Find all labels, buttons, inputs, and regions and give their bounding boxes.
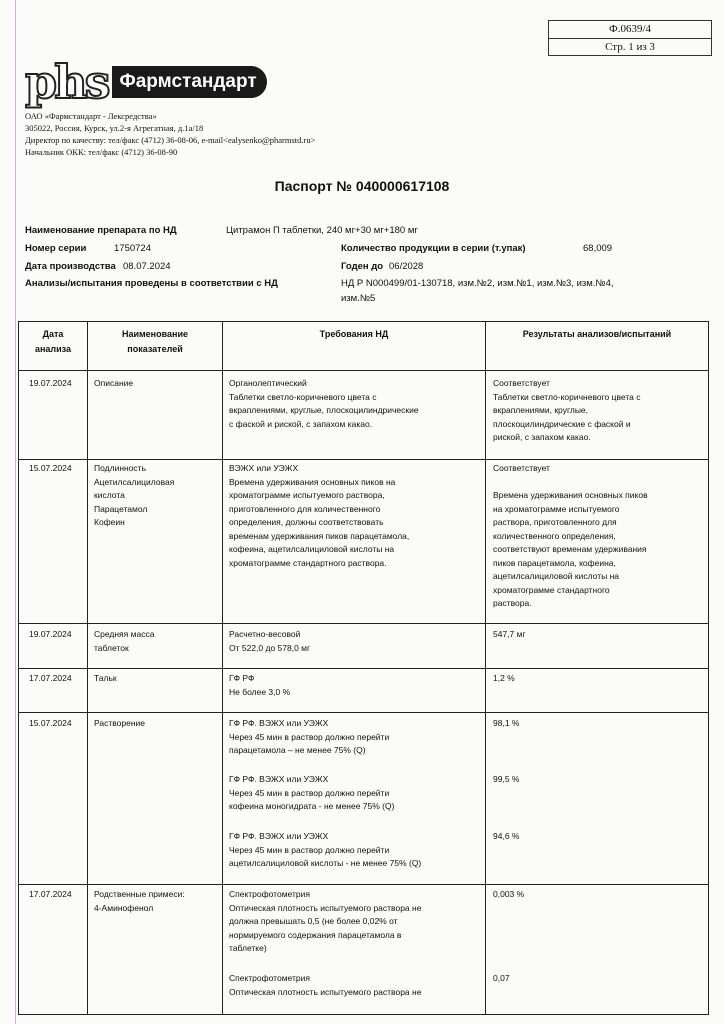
logo-name: Фармстандарт	[112, 66, 267, 98]
indicator-line: Подлинность	[94, 463, 147, 473]
row-requirements	[229, 377, 419, 431]
indicator-line: Описание	[94, 378, 134, 388]
res-line: плоскоцилиндрические с фаской и	[493, 418, 631, 429]
indicator-line: Кофеин	[94, 517, 125, 527]
res-line: риской, с запахом какао.	[493, 432, 591, 442]
res-line: Соответствует	[493, 463, 550, 473]
row-result: 1,2 %	[493, 673, 515, 683]
req-line: От 522,0 до 578,0 мг	[229, 642, 311, 653]
analysis-label: Анализы/испытания проведены в соответствии с НД	[25, 278, 278, 289]
row-indicator: Тальк	[94, 673, 117, 683]
row-result	[493, 377, 640, 445]
row-divider	[19, 623, 708, 624]
req-line: временам удерживания пиков парацетамола,	[229, 530, 410, 541]
margin-line	[15, 0, 16, 1024]
row-result: 547,7 мг	[493, 629, 526, 639]
company-okk: Начальник ОКК: тел/факс (4712) 36-08-90	[25, 147, 178, 157]
expiry-value: 06/2028	[389, 261, 424, 272]
row-result: 98,1 %	[493, 718, 520, 728]
company-director: Директор по качеству: тел/факс (4712) 36-08-06, e-mail<ealysenko@pharmstd.ru>	[25, 135, 316, 145]
res-line: соответствуют временам удерживания	[493, 544, 647, 554]
req-line: Времена удерживания основных пиков на	[229, 476, 396, 487]
req-line: парацетамола – не менее 75% (Q)	[229, 745, 366, 755]
res-line: раствора, приготовленного для	[493, 517, 617, 527]
logo-mark: phs	[25, 55, 108, 109]
req-line: Спектрофотометрия	[229, 889, 310, 899]
row-indicator	[94, 888, 185, 915]
req-line: Через 45 мин в раствор должно перейти	[229, 844, 390, 855]
header-date-line2: анализа	[34, 344, 72, 354]
expiry-label: Годен до	[341, 261, 384, 272]
req-line: вкраплениями, круглые, плоскоцилиндрические	[229, 405, 419, 415]
page-number: Стр. 1 из 3	[605, 41, 655, 53]
company-address: 305022, Россия, Курск, ул.2-я Агрегатная, д.1а/18	[25, 123, 204, 133]
row-requirements	[229, 672, 290, 699]
indicator-line: 4-Аминофенол	[94, 902, 154, 913]
req-line: Расчетно-весовой	[229, 629, 301, 639]
row-date: 19.07.2024	[29, 378, 72, 388]
req-line: хроматограмме стандартного раствора.	[229, 557, 387, 568]
req-line: Оптическая плотность испытуемого раствора не	[229, 986, 422, 997]
req-line: Через 45 мин в раствор должно перейти	[229, 731, 390, 742]
indicator-line: Родственные примеси:	[94, 889, 185, 899]
row-divider	[19, 459, 708, 460]
results-table	[18, 321, 709, 1015]
row-requirements	[229, 888, 421, 956]
req-line: Оптическая плотность испытуемого раствора не	[229, 902, 422, 913]
req-line: нормируемого содержания парацетамола в	[229, 929, 402, 940]
res-line: вкраплениями, круглые,	[493, 405, 589, 415]
qty-label: Количество продукции в серии (т.упак)	[341, 243, 526, 254]
row-indicator	[94, 628, 154, 655]
req-line: ВЭЖХ или УЭЖХ	[229, 463, 299, 473]
req-line: кофеина, ацетилсалициловой кислоты на	[229, 544, 395, 554]
qty-value: 68,009	[583, 243, 613, 254]
company-info	[25, 110, 315, 158]
row-date: 15.07.2024	[29, 718, 72, 728]
company-logo	[25, 55, 267, 109]
req-line: кофеина моногидрата - не менее 75% (Q)	[229, 801, 395, 811]
row-result: 0,003 %	[493, 889, 525, 899]
indicator-line: Ацетилсалициловая	[94, 476, 175, 487]
drug-value: Цитрамон П таблетки, 240 мг+30 мг+180 мг	[226, 225, 418, 236]
row-result: 99,5 %	[493, 774, 520, 784]
indicator-line: кислота	[94, 490, 125, 500]
header-indicator-line2: показателей	[127, 344, 183, 354]
res-line: раствора.	[493, 598, 532, 608]
company-name: ОАО «Фармстандарт - Лексредства»	[25, 111, 157, 121]
res-line: количественного определения,	[493, 530, 616, 541]
drug-label: Наименование препарата по НД	[25, 225, 177, 236]
res-line: пиков парацетамола, кофеина,	[493, 557, 616, 568]
analysis-value-line1: НД Р N000499/01-130718, изм.№2, изм.№1, изм.№3, изм.№4,	[341, 278, 614, 289]
row-requirements	[229, 717, 389, 758]
page-title: Паспорт № 040000617108	[274, 178, 450, 194]
series-label: Номер серии	[25, 243, 87, 254]
req-line: приготовленного для количественного	[229, 503, 381, 514]
indicator-line: Парацетамол	[94, 503, 148, 514]
row-requirements	[229, 830, 421, 871]
form-code: Ф.0639/4	[549, 21, 711, 39]
req-line: ГФ РФ	[229, 673, 255, 683]
row-indicator: Растворение	[94, 718, 146, 728]
req-line: Через 45 мин в раствор должно перейти	[229, 787, 390, 798]
res-line: Соответствует	[493, 378, 550, 388]
row-result: 94,6 %	[493, 831, 520, 841]
header-date-line1: Дата	[42, 329, 64, 339]
row-requirements	[229, 628, 310, 655]
req-line: ацетилсалициловой кислоты - не менее 75% (Q)	[229, 858, 422, 868]
row-divider	[19, 668, 708, 669]
header-requirements: Требования НД	[319, 329, 389, 339]
row-requirements	[229, 773, 394, 814]
res-line: Таблетки светло-коричневого цвета с	[493, 391, 641, 402]
row-requirements	[229, 972, 421, 999]
req-line: ГФ РФ. ВЭЖХ или УЭЖХ	[229, 831, 329, 841]
req-line: Таблетки светло-коричневого цвета с	[229, 391, 377, 402]
row-requirements	[229, 462, 409, 570]
row-divider	[19, 370, 708, 371]
row-divider	[19, 884, 708, 885]
row-indicator	[94, 377, 133, 391]
row-result: 0,07	[493, 973, 510, 983]
row-date: 17.07.2024	[29, 673, 72, 683]
row-divider	[19, 712, 708, 713]
indicator-line: Средняя масса	[94, 629, 155, 639]
req-line: Не более 3,0 %	[229, 686, 291, 697]
header-indicator-line1: Наименование	[121, 329, 189, 339]
indicator-line: таблеток	[94, 642, 129, 653]
series-value: 1750724	[114, 243, 151, 254]
req-line: Спектрофотометрия	[229, 973, 310, 983]
row-date: 15.07.2024	[29, 463, 72, 473]
row-date: 17.07.2024	[29, 889, 72, 899]
res-line: Времена удерживания основных пиков	[493, 490, 648, 500]
header-date	[19, 327, 87, 357]
req-line: определения, должны соответствовать	[229, 517, 384, 527]
req-line: Органолептический	[229, 378, 307, 388]
row-result	[493, 462, 648, 611]
prod-date-value: 08.07.2024	[123, 261, 171, 272]
req-line: с фаской и риской, с запахом какао.	[229, 418, 373, 429]
req-line: должна превышать 0,5 (не более 0,02% от	[229, 916, 398, 926]
row-indicator	[94, 462, 174, 530]
req-line: ГФ РФ. ВЭЖХ или УЭЖХ	[229, 774, 329, 784]
form-code-box	[548, 20, 712, 56]
req-line: таблетке)	[229, 943, 267, 953]
res-line: на хроматограмме испытуемого	[493, 503, 620, 514]
req-line: ГФ РФ. ВЭЖХ или УЭЖХ	[229, 718, 329, 728]
req-line: хроматограмме испытуемого раствора,	[229, 490, 385, 500]
res-spacer	[493, 476, 648, 490]
analysis-value-line2: изм.№5	[341, 293, 376, 304]
header-indicator	[88, 327, 222, 357]
res-line: хроматограмме стандартного	[493, 584, 610, 595]
prod-date-label: Дата производства	[25, 261, 116, 272]
res-line: ацетилсалициловой кислоты на	[493, 571, 619, 581]
header-results: Результаты анализов/испытаний	[522, 329, 672, 339]
row-date: 19.07.2024	[29, 629, 72, 639]
